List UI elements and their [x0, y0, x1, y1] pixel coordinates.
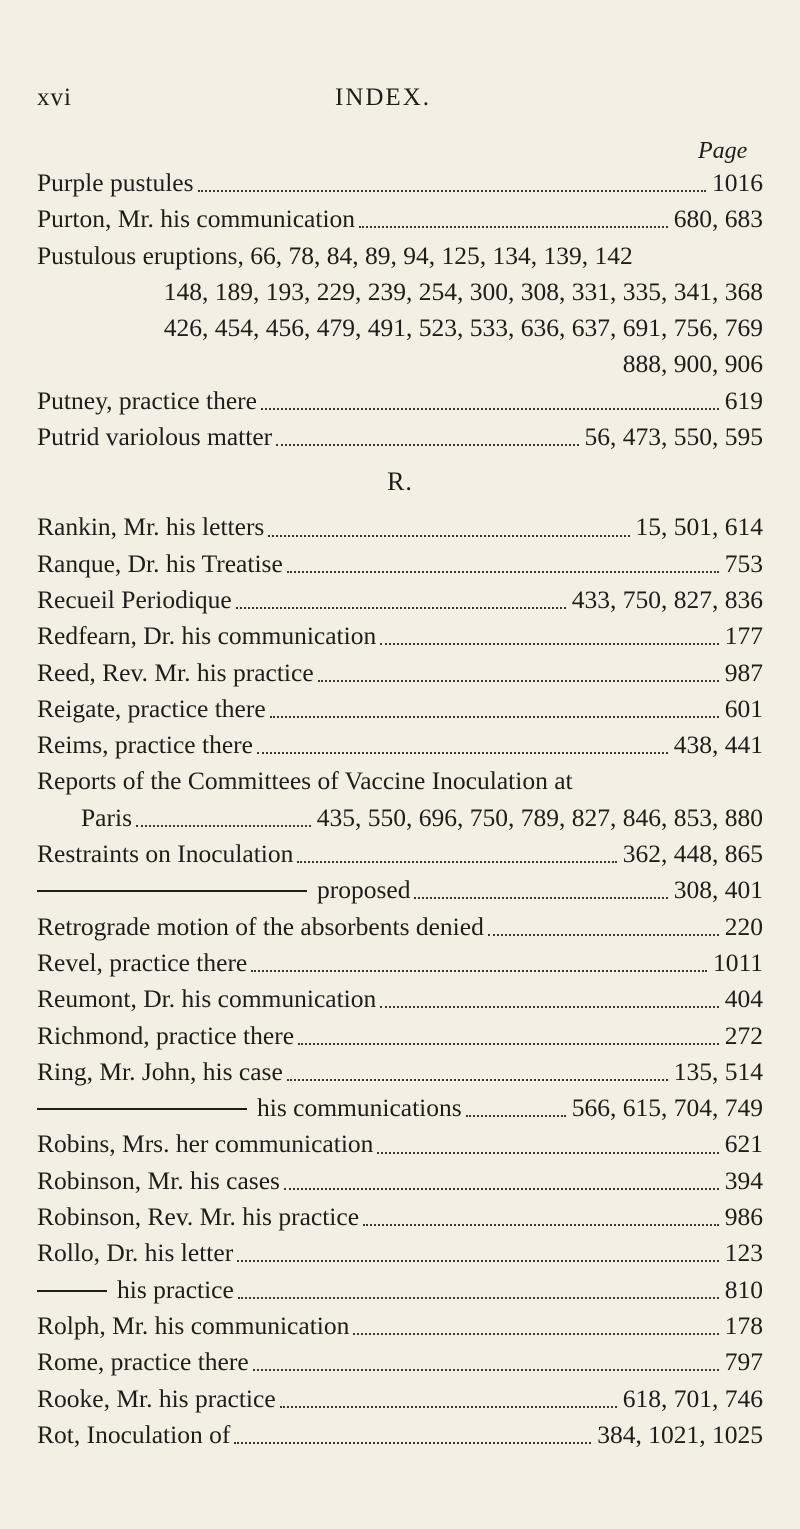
- entry-label: his communications: [257, 1093, 462, 1123]
- page-references: 384, 1021, 1025: [597, 1419, 763, 1449]
- index-entry: [37, 727, 763, 763]
- index-entry: [37, 1199, 763, 1235]
- entry-label: Reims, practice there: [37, 730, 253, 760]
- page-references: 362, 448, 865: [622, 839, 763, 869]
- entry-label: Purple pustules: [37, 168, 194, 197]
- page-references: 177: [724, 621, 763, 651]
- entry-label: Ring, Mr. John, his case: [37, 1056, 283, 1086]
- page-column-heading: Page: [698, 138, 748, 164]
- dot-leader: [488, 934, 719, 936]
- entry-label: Redfearn, Dr. his communication: [37, 621, 377, 651]
- dot-leader: [234, 1442, 591, 1444]
- page-references: 178: [724, 1310, 763, 1340]
- page-references: 15, 501, 614: [635, 512, 763, 542]
- index-entry: [37, 1126, 763, 1162]
- dot-leader: [276, 444, 578, 446]
- entry-label: proposed: [317, 875, 411, 905]
- dot-leader: [359, 226, 668, 228]
- entry-label: Retrograde motion of the absorbents denied: [37, 911, 484, 941]
- page-references: 566, 615, 704, 749: [571, 1093, 763, 1123]
- index-entry: [37, 691, 763, 727]
- index-entry: [37, 1272, 763, 1308]
- page-references: 135, 514: [673, 1056, 763, 1086]
- page-references: 272: [724, 1020, 763, 1050]
- index-entry: [37, 201, 763, 237]
- page-title: INDEX.: [335, 84, 432, 111]
- page-references: 394: [724, 1165, 763, 1195]
- page-references: 601: [724, 693, 763, 723]
- index-entry: [37, 1163, 763, 1199]
- dot-leader: [270, 716, 719, 718]
- dot-leader: [257, 752, 668, 754]
- page-references: 438, 441: [673, 730, 763, 760]
- index-entry: [37, 1417, 763, 1453]
- page-references: 123: [724, 1238, 763, 1268]
- entry-label: Ranque, Dr. his Treatise: [37, 548, 283, 578]
- entry-label: Reigate, practice there: [37, 693, 266, 723]
- entry-label: Robins, Mrs. her communication: [37, 1129, 374, 1159]
- page-references: 220: [724, 911, 763, 941]
- index-entry: [37, 763, 763, 799]
- page-references: 810: [724, 1274, 763, 1304]
- dot-leader: [287, 1079, 668, 1081]
- index-entry: [37, 618, 763, 654]
- entry-label: Reports of the Committees of Vaccine Inoculation at: [37, 766, 573, 796]
- dot-leader: [414, 897, 667, 899]
- index-entry: [37, 1018, 763, 1054]
- index-entry: [37, 655, 763, 691]
- dot-leader: [136, 825, 311, 827]
- dot-leader: [198, 190, 706, 192]
- dot-leader: [238, 1297, 719, 1299]
- entry-label: Rooke, Mr. his practice: [37, 1383, 276, 1413]
- index-entry: [37, 800, 763, 836]
- entry-label: Rome, practice there: [37, 1347, 249, 1377]
- ditto-rule: [37, 1108, 247, 1110]
- dot-leader: [363, 1224, 719, 1226]
- entry-label: Rankin, Mr. his letters: [37, 512, 265, 542]
- page-references: 797: [724, 1347, 763, 1377]
- page-references: 753: [724, 548, 763, 578]
- index-entry: [37, 1235, 763, 1271]
- dot-leader: [261, 408, 719, 410]
- page-references: 404: [724, 984, 763, 1014]
- dot-leader: [236, 607, 566, 609]
- entry-label: Paris: [81, 802, 132, 832]
- ditto-rule: [37, 890, 307, 892]
- index-entry: [37, 1090, 763, 1126]
- dot-leader: [297, 861, 616, 863]
- dot-leader: [287, 571, 719, 573]
- page-references: 618, 701, 746: [622, 1383, 763, 1413]
- dot-leader: [377, 1152, 718, 1154]
- index-entry: [37, 383, 763, 419]
- page-references: 433, 750, 827, 836: [571, 584, 763, 614]
- entry-label: Robinson, Mr. his cases: [37, 1165, 280, 1195]
- index-entry: [37, 509, 763, 545]
- page-references: 56, 473, 550, 595: [584, 422, 763, 452]
- entry-label: Reumont, Dr. his communication: [37, 984, 377, 1014]
- ditto-rule: [37, 1290, 107, 1292]
- page-references: 308, 401: [673, 875, 763, 905]
- index-entry: [37, 945, 763, 981]
- page-references: 888, 900, 906: [622, 349, 763, 379]
- entry-label: Pustulous eruptions, 66, 78, 84, 89, 94, 125, 134, 139, 142: [37, 240, 633, 270]
- index-entry: [37, 546, 763, 582]
- entry-label: Rollo, Dr. his letter: [37, 1238, 234, 1268]
- entry-label: his practice: [117, 1274, 234, 1304]
- index-entry: [37, 836, 763, 872]
- entry-label: Restraints on Inoculation: [37, 839, 294, 869]
- page-references: 619: [724, 385, 763, 415]
- dot-leader: [318, 680, 719, 682]
- entry-label: Putrid variolous matter: [37, 422, 273, 452]
- entry-label: Rolph, Mr. his communication: [37, 1310, 350, 1340]
- dot-leader: [284, 1188, 719, 1190]
- index-entry-continuation: [37, 274, 763, 310]
- index-entry: [37, 1054, 763, 1090]
- entry-label: Revel, practice there: [37, 947, 248, 977]
- dot-leader: [280, 1406, 617, 1408]
- entry-label: Robinson, Rev. Mr. his practice: [37, 1202, 360, 1232]
- page-references: 435, 550, 696, 750, 789, 827, 846, 853, 880: [316, 802, 763, 832]
- page-references: 1016: [712, 168, 763, 197]
- entry-label: Purton, Mr. his communication: [37, 204, 356, 234]
- index-entry: [37, 909, 763, 945]
- dot-leader: [298, 1043, 719, 1045]
- index-entry: [37, 1381, 763, 1417]
- dot-leader: [237, 1260, 719, 1262]
- section-letter: R.: [387, 467, 413, 497]
- entry-label: Rot, Inoculation of: [37, 1419, 231, 1449]
- dot-leader: [268, 535, 629, 537]
- page-references: 987: [724, 657, 763, 687]
- dot-leader: [353, 1333, 718, 1335]
- index-entry: [37, 582, 763, 618]
- page-references: 986: [724, 1202, 763, 1232]
- index-entry-continuation: [37, 310, 763, 346]
- index-entry: [37, 419, 763, 455]
- dot-leader: [253, 1369, 719, 1371]
- dot-leader: [380, 643, 719, 645]
- entry-label: Putney, practice there: [37, 385, 257, 415]
- index-entry: [37, 165, 763, 201]
- index-entry: [37, 238, 763, 274]
- index-entry: [37, 981, 763, 1017]
- page-references: 148, 189, 193, 229, 239, 254, 300, 308, 331, 335, 341, 368: [163, 276, 763, 306]
- page-references: 426, 454, 456, 479, 491, 523, 533, 636, 637, 691, 756, 769: [163, 313, 763, 343]
- page-references: 621: [724, 1129, 763, 1159]
- index-entry: [37, 872, 763, 908]
- index-entry: [37, 1308, 763, 1344]
- index-entry: [37, 1344, 763, 1380]
- entry-label: Recueil Periodique: [37, 584, 232, 614]
- dot-leader: [380, 1006, 718, 1008]
- page-references: 1011: [712, 947, 763, 977]
- page-references: 680, 683: [673, 204, 763, 234]
- page-folio: xvi: [37, 84, 72, 111]
- index-entry-continuation: [37, 346, 763, 382]
- index-entries: [37, 165, 763, 1453]
- dot-leader: [466, 1115, 566, 1117]
- entry-label: Richmond, practice there: [37, 1020, 295, 1050]
- entry-label: Reed, Rev. Mr. his practice: [37, 657, 314, 687]
- dot-leader: [251, 970, 707, 972]
